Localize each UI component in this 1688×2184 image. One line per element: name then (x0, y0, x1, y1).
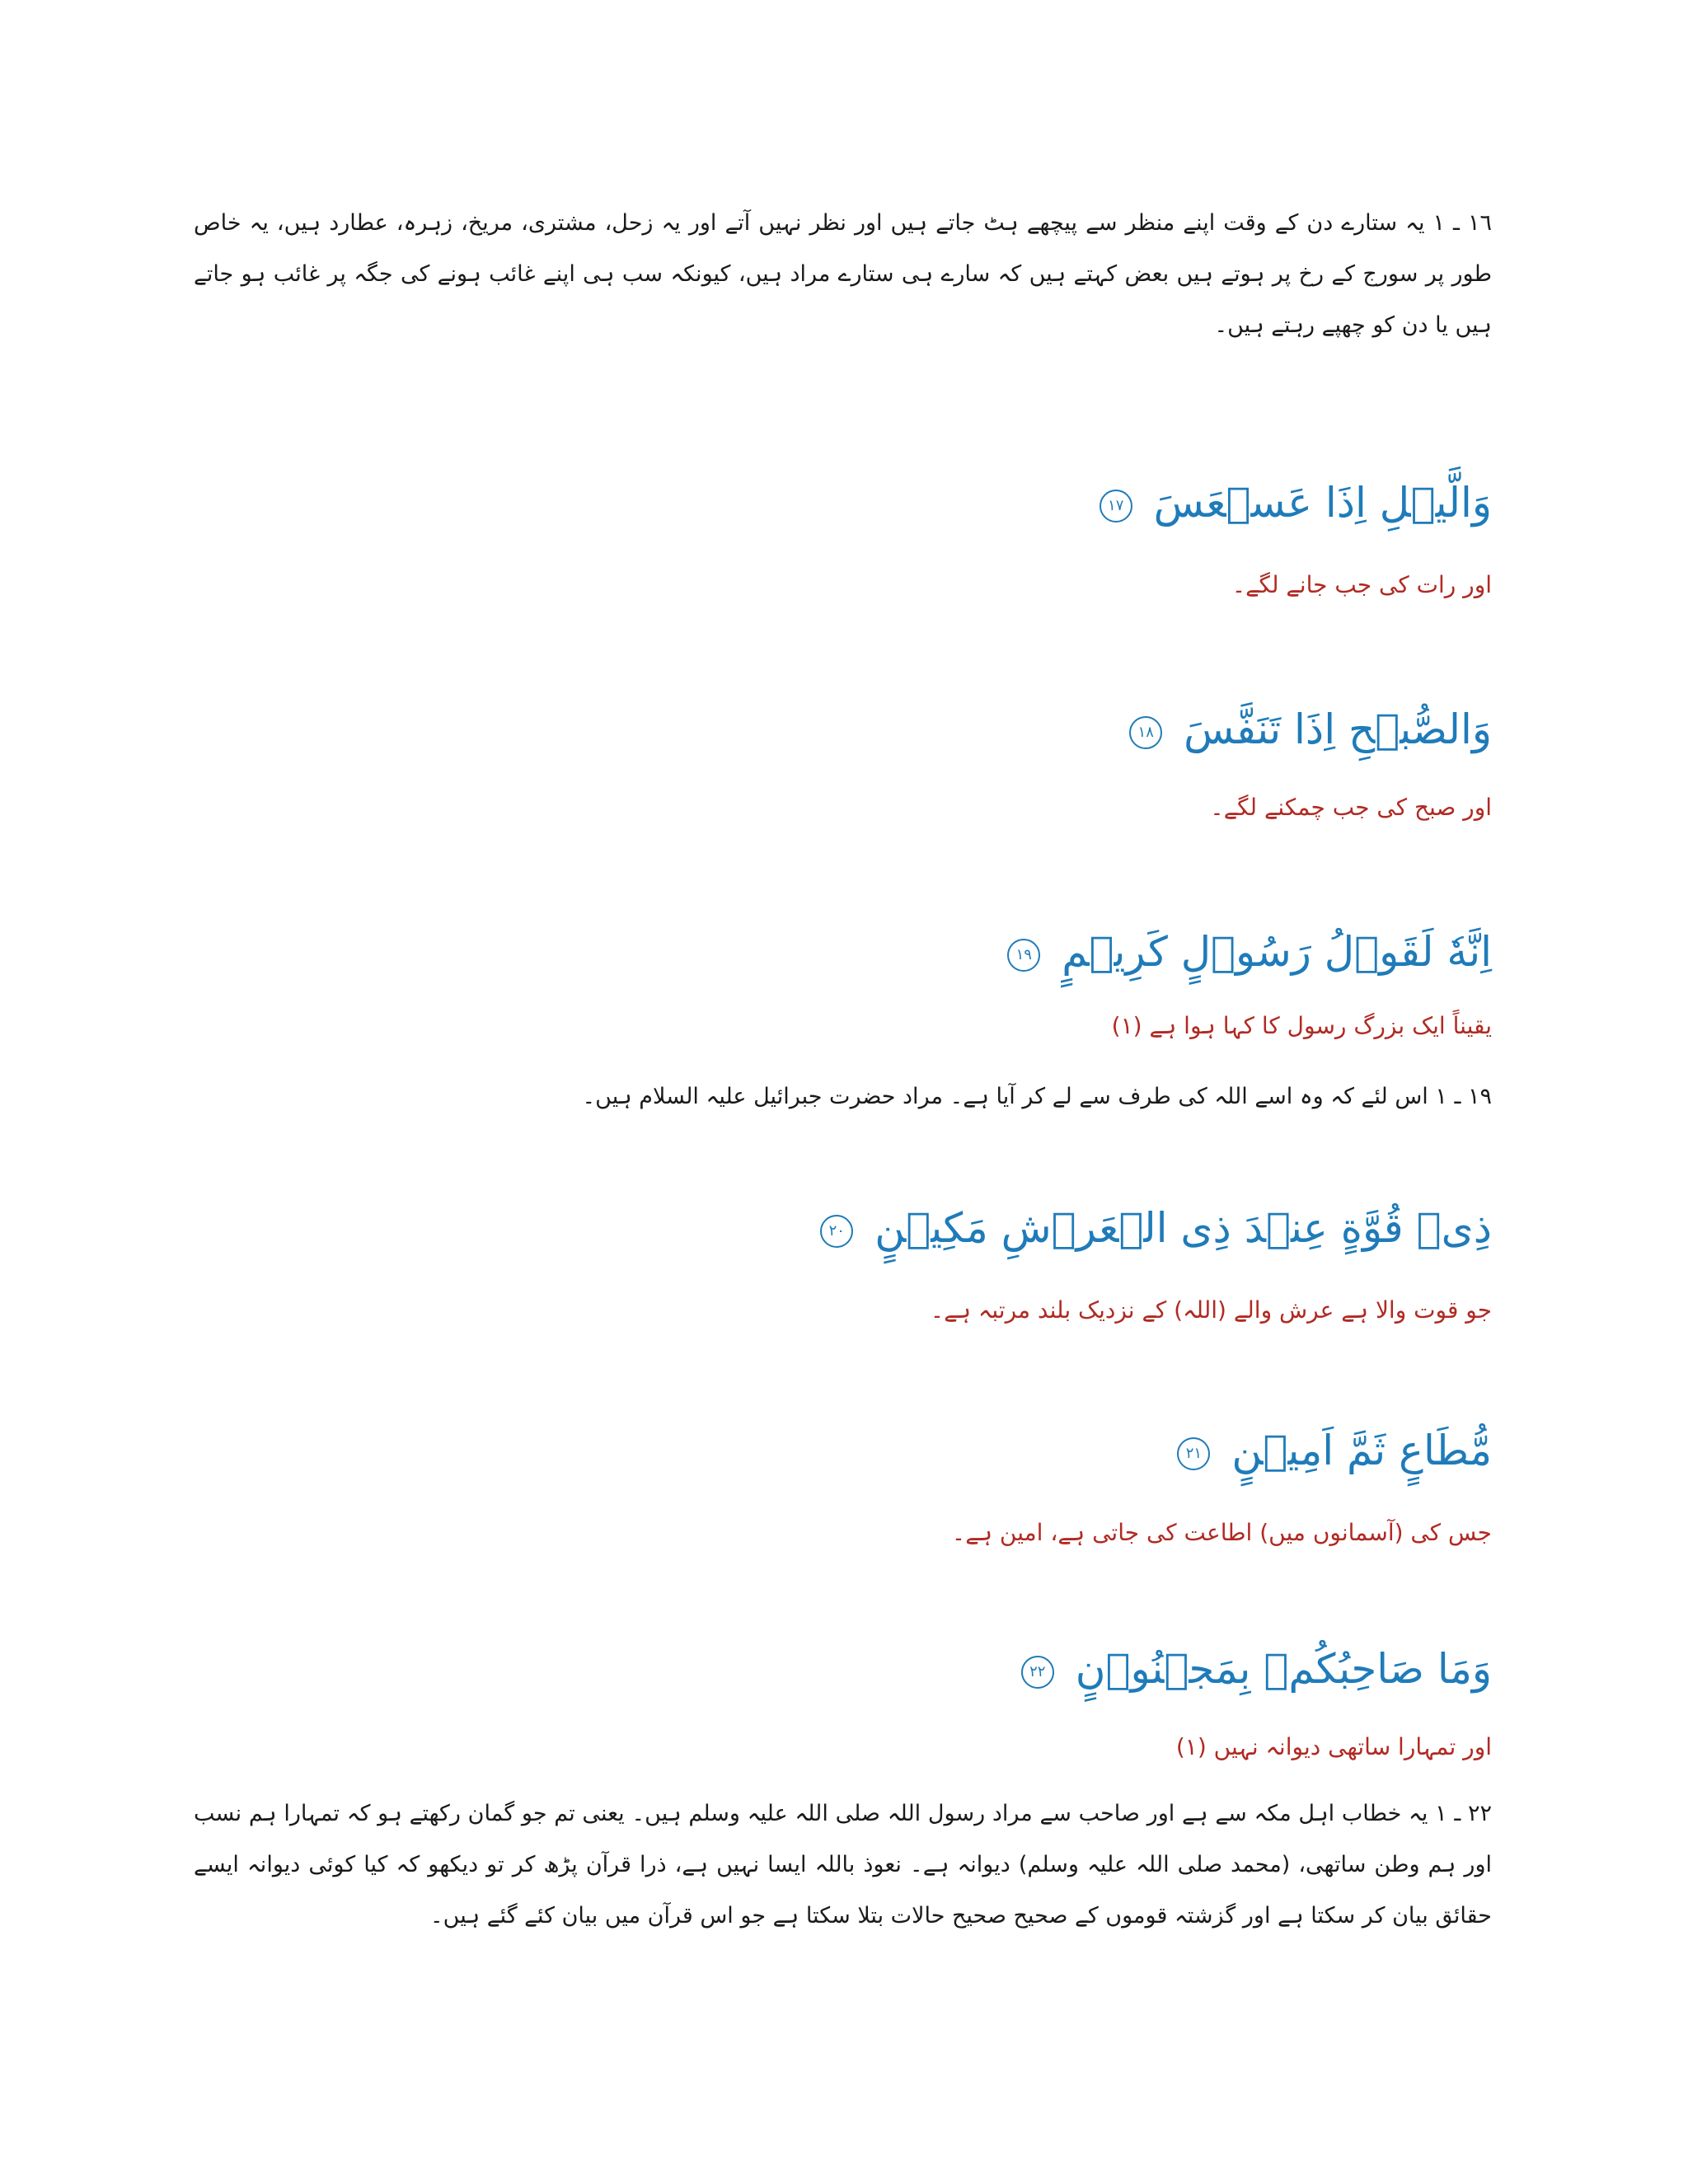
verse-22 (194, 1636, 1492, 1702)
verse-20-translation: جو قوت والا ہے عرش والے (اللہ) کے نزدیک بلند مرتبہ ہے۔ (930, 1296, 1492, 1324)
verse-18-arabic: وَالصُّبۡحِ اِذَا تَنَفَّسَ (1184, 705, 1492, 753)
verse-21-number: ٢١ (1177, 1437, 1210, 1470)
verse-19-arabic: اِنَّهٗ لَقَوۡلُ رَسُوۡلٍ كَرِيۡمٍ (1062, 928, 1492, 976)
verse-22-translation: اور تمہارا ساتھی دیوانہ نہیں (١) (1175, 1733, 1492, 1760)
verse-21 (194, 1418, 1492, 1483)
verse-18-number: ١٨ (1129, 716, 1162, 749)
verse-22-arabic: وَمَا صَاحِبُكُمۡ بِمَجۡنُوۡنٍ (1075, 1645, 1492, 1693)
verse-22-number: ٢٢ (1021, 1656, 1054, 1689)
verse-21-translation: جس کی (آسمانوں میں) اطاعت کی جاتی ہے، امین ہے۔ (951, 1519, 1492, 1546)
verse-20-number: ٢٠ (820, 1215, 853, 1248)
verse-17-translation: اور رات کی جب جانے لگے۔ (1231, 571, 1492, 598)
verse-17-arabic: وَالَّيۡلِ اِذَا عَسۡعَسَ (1153, 479, 1492, 527)
verse-19-number: ١٩ (1007, 939, 1040, 972)
verse-20-arabic: ذِىۡ قُوَّةٍ عِنۡدَ ذِى الۡعَرۡشِ مَكِيۡنٍ (874, 1204, 1492, 1252)
verse-19-translation: یقیناً ایک بزرگ رسول کا کہا ہوا ہے (١) (1111, 1012, 1492, 1039)
verse-18 (194, 696, 1492, 762)
verse-19 (194, 919, 1492, 985)
verse-18-translation: اور صبح کی جب چمکنے لگے۔ (1210, 794, 1492, 821)
tafsir-note-19: ١٩ ـ ١ اس لئے کہ وہ اسے اللہ کی طرف سے لے کر آیا ہے۔ مراد حضرت جبرائیل علیہ السلام ہیں۔ (582, 1084, 1492, 1109)
verse-17 (194, 470, 1492, 536)
tafsir-note-22: ٢٢ ـ ١ یہ خطاب اہل مکہ سے ہے اور صاحب سے مراد رسول اللہ صلی اللہ علیہ وسلم ہیں۔ یعنی تم جو گمان رکھتے ہو کہ تمہارا ہم نسب اور ہم وطن ساتھی، (محمد صلی اللہ علیہ وسلم) دیوانہ ہے۔ نعوذ باللہ ایسا نہیں ہے، ذرا قرآن پڑھ کر تو دیکھو کہ کیا کوئی دیوانہ ایسے حقائق بیان کر سکتا ہے اور گزشتہ قوموں کے صحیح صحیح حالات بتلا سکتا ہے جو اس قرآن میں بیان کئے گئے ہیں۔ (194, 1801, 1492, 1929)
verse-20 (194, 1195, 1492, 1261)
tafsir-note-16: ١٦ ـ ١ یہ ستارے دن کے وقت اپنے منظر سے پیچھے ہٹ جاتے ہیں اور نظر نہیں آتے اور یہ زحل، مشتری، مریخ، زہرہ، عطارد ہیں، یہ خاص طور پر سورج کے رخ پر ہوتے ہیں بعض کہتے ہیں کہ سارے ہی ستارے مراد ہیں، کیونکہ سب ہی اپنے غائب ہونے کی جگہ پر غائب ہو جاتے ہیں یا دن کو چھپے رہتے ہیں۔ (194, 210, 1492, 338)
verse-17-number: ١٧ (1100, 490, 1132, 523)
verse-21-arabic: مُّطَاعٍ ثَمَّ اَمِيۡنٍ (1231, 1427, 1492, 1474)
